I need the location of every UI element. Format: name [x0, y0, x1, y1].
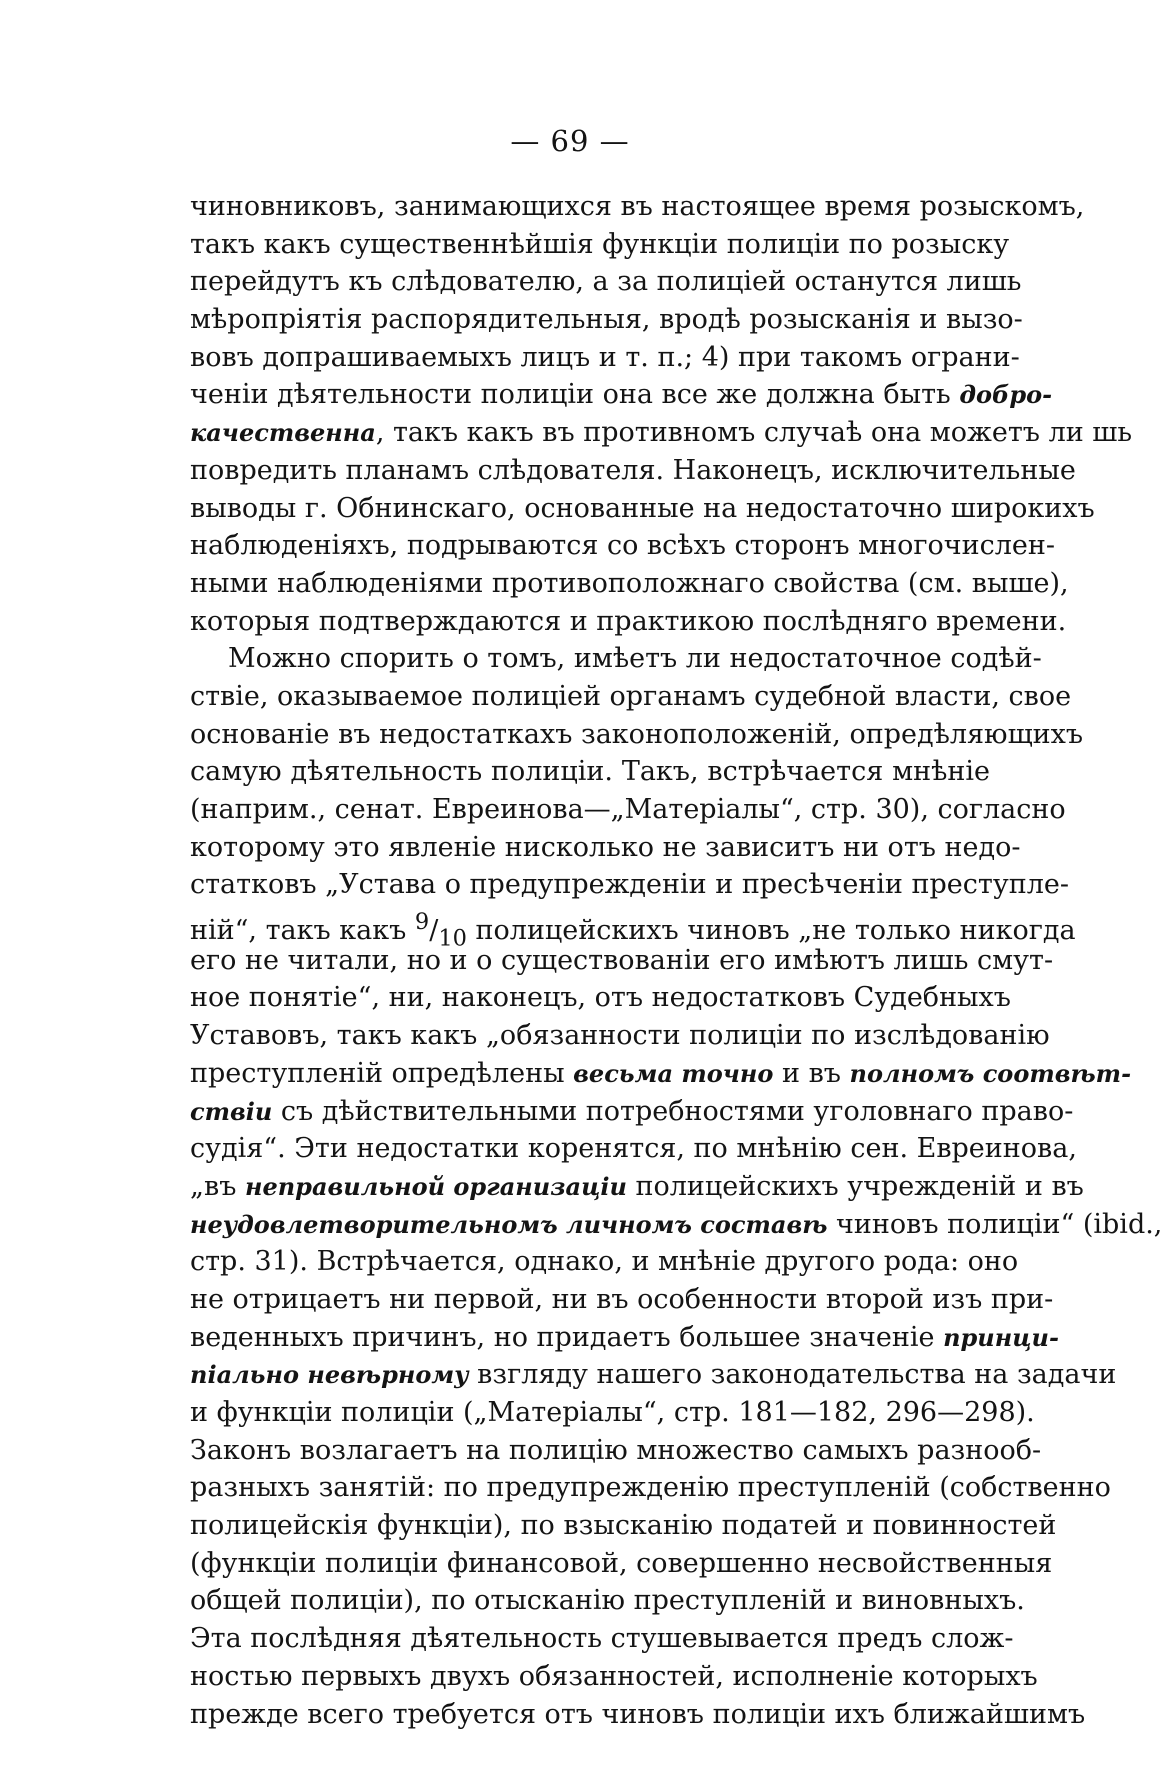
text-line [190, 640, 1042, 678]
text-segment: основаніе въ недостаткахъ законоположеній, опредѣляющихъ [190, 718, 1084, 750]
text-line [190, 376, 1053, 414]
emphasized-text: неправильной организаціи [244, 1171, 627, 1201]
text-line [190, 1658, 1038, 1696]
emphasized-text: ствіи [190, 1096, 273, 1126]
paragraph [190, 188, 1133, 640]
text-line [190, 1696, 1086, 1734]
text-line [190, 490, 1095, 528]
page-number: — 69 — [510, 124, 630, 158]
text-line [190, 1243, 1019, 1281]
text-line [190, 226, 1010, 264]
text-line [190, 829, 1021, 867]
text-line [190, 1356, 1117, 1394]
text-segment: преступленій опредѣлены [190, 1057, 574, 1089]
text-line [190, 414, 1133, 452]
text-segment: ное понятіе“, ни, наконецъ, отъ недостатковъ Судебныхъ [190, 982, 1011, 1014]
text-segment: такъ какъ существеннѣйшія функціи полиціи по розыску [190, 228, 1010, 260]
text-line [190, 1507, 1057, 1545]
fraction-denominator: 10 [438, 925, 467, 952]
text-segment: и функціи полиціи („Матеріалы“, стр. 181—182, 296—298). [190, 1397, 1035, 1428]
text-line [190, 339, 1020, 377]
text-line [190, 1206, 1162, 1244]
text-segment: судія“. Эти недостатки коренятся, по мнѣнію сен. Евреинова, [190, 1133, 1077, 1165]
emphasized-text: добро- [959, 380, 1053, 410]
text-line [190, 1319, 1059, 1357]
text-line [190, 716, 1084, 754]
text-segment: Уставовъ, такъ какъ „обязанности полиціи по изслѣдованію [190, 1020, 1050, 1052]
text-segment: взгляду нашего законодательства на задачи [468, 1359, 1117, 1391]
text-segment: ній“, такъ какъ [190, 915, 415, 947]
text-line [190, 565, 1069, 603]
text-line [190, 452, 1076, 490]
text-line [190, 904, 1076, 952]
text-segment: (наприм., сенат. Евреинова—„Матеріалы“, стр. 30), согласно [190, 794, 1066, 825]
text-segment: стр. 31). Встрѣчается, однако, и мнѣніе другого рода: оно [190, 1246, 1019, 1278]
text-segment: веденныхъ причинъ, но придаетъ большее значеніе [190, 1321, 944, 1353]
emphasized-text: неудовлетворительномъ личномъ составѣ [190, 1209, 828, 1239]
text-line [190, 866, 1069, 904]
text-line [190, 1168, 1084, 1206]
text-segment: прежде всего требуется отъ чиновъ полиціи ихъ ближайшимъ [190, 1698, 1086, 1730]
text-line [190, 942, 1054, 980]
text-segment: его не читали, но и о существованіи его имѣютъ лишь смут- [190, 944, 1054, 976]
text-segment: Законъ возлагаетъ на полицію множество самыхъ разнооб- [190, 1434, 1042, 1466]
text-line [190, 1130, 1077, 1168]
emphasized-text: весьма точно [573, 1058, 774, 1088]
text-line [190, 1093, 1074, 1131]
text-segment: / [429, 915, 439, 947]
text-segment: мѣропріятія распорядительныя, вродѣ розысканія и вызо- [190, 304, 1023, 336]
text-line [190, 188, 1085, 226]
text-segment: чиновниковъ, занимающихся въ настоящее время розыскомъ, [190, 191, 1085, 222]
text-segment: полицейскихъ чиновъ „не только никогда [466, 915, 1076, 947]
text-line [190, 1620, 1014, 1658]
text-segment: не отрицаетъ ни первой, ни въ особенности второй изъ при- [190, 1283, 1054, 1315]
text-line [190, 791, 1066, 829]
text-line [190, 753, 990, 791]
text-line [190, 1017, 1050, 1055]
text-line [190, 1281, 1054, 1319]
text-segment: выводы г. Обнинскаго, основанные на недостаточно широкихъ [190, 492, 1095, 524]
text-segment: ченіи дѣятельности полиціи она все же должна быть [190, 379, 960, 411]
text-line [190, 301, 1023, 339]
text-segment: Эта послѣдняя дѣятельность стушевывается предъ слож- [190, 1623, 1014, 1655]
text-segment: которыя подтверждаются и практикою послѣдняго времени. [190, 605, 1067, 637]
paragraph [190, 640, 1162, 1733]
text-segment: общей полиціи), по отысканію преступленій и виновныхъ. [190, 1585, 1025, 1617]
text-segment: самую дѣятельность полиціи. Такъ, встрѣчается мнѣніе [190, 756, 990, 788]
text-segment: (функціи полиціи финансовой, совершенно несвойственныя [190, 1547, 1053, 1579]
text-segment: статковъ „Устава о предупрежденіи и пресѣченіи преступле- [190, 869, 1069, 901]
text-segment: разныхъ занятій: по предупрежденію преступленій (собственно [190, 1472, 1111, 1504]
text-segment: повредить планамъ слѣдователя. Наконецъ, исключительные [190, 454, 1076, 486]
text-segment: наблюденіяхъ, подрываются со всѣхъ сторонъ многочислен- [190, 530, 1056, 562]
text-segment: полицейскія функціи), по взысканію податей и повинностей [190, 1510, 1057, 1542]
text-line [190, 1055, 1132, 1093]
text-segment: „въ [190, 1170, 245, 1202]
body-text [190, 188, 1162, 1733]
text-line [190, 1545, 1053, 1583]
text-segment: полицейскихъ учрежденій и въ [626, 1170, 1084, 1202]
text-line [190, 263, 1022, 301]
text-segment: и въ [773, 1057, 850, 1089]
text-segment: чиновъ полиціи“ (ibid., [827, 1208, 1162, 1240]
text-segment: ствіе, оказываемое полиціей органамъ судебной власти, свое [190, 680, 1072, 712]
emphasized-text: принци- [943, 1322, 1059, 1352]
text-line [190, 527, 1056, 565]
text-segment: вовъ допрашиваемыхъ лицъ и т. п.; 4) при такомъ ограни- [190, 341, 1020, 373]
text-segment: съ дѣйствительными потребностями уголовнаго право- [272, 1095, 1074, 1127]
text-line [190, 1432, 1042, 1470]
fraction-numerator: 9 [414, 909, 430, 936]
emphasized-text: качественна [190, 418, 376, 448]
emphasized-text: піально невѣрному [190, 1360, 469, 1390]
text-line [190, 1469, 1111, 1507]
text-line [190, 979, 1011, 1017]
text-segment: перейдутъ къ слѣдователю, а за полиціей останутся лишь [190, 266, 1022, 298]
emphasized-text: полномъ соотвѣт- [849, 1058, 1132, 1088]
text-line [190, 603, 1067, 641]
text-segment: которому это явленіе нисколько не зависитъ ни отъ недо- [190, 831, 1021, 863]
text-line [190, 1582, 1025, 1620]
text-segment: Можно спорить о томъ, имѣетъ ли недостаточное содѣй- [228, 643, 1042, 675]
text-segment: ностью первыхъ двухъ обязанностей, исполненіе которыхъ [190, 1660, 1038, 1692]
text-segment: ными наблюденіями противоположнаго свойства (см. выше), [190, 567, 1069, 599]
text-segment: , такъ какъ въ противномъ случаѣ она можетъ ли шь [375, 417, 1133, 449]
text-line [190, 1394, 1035, 1432]
text-line [190, 678, 1072, 716]
